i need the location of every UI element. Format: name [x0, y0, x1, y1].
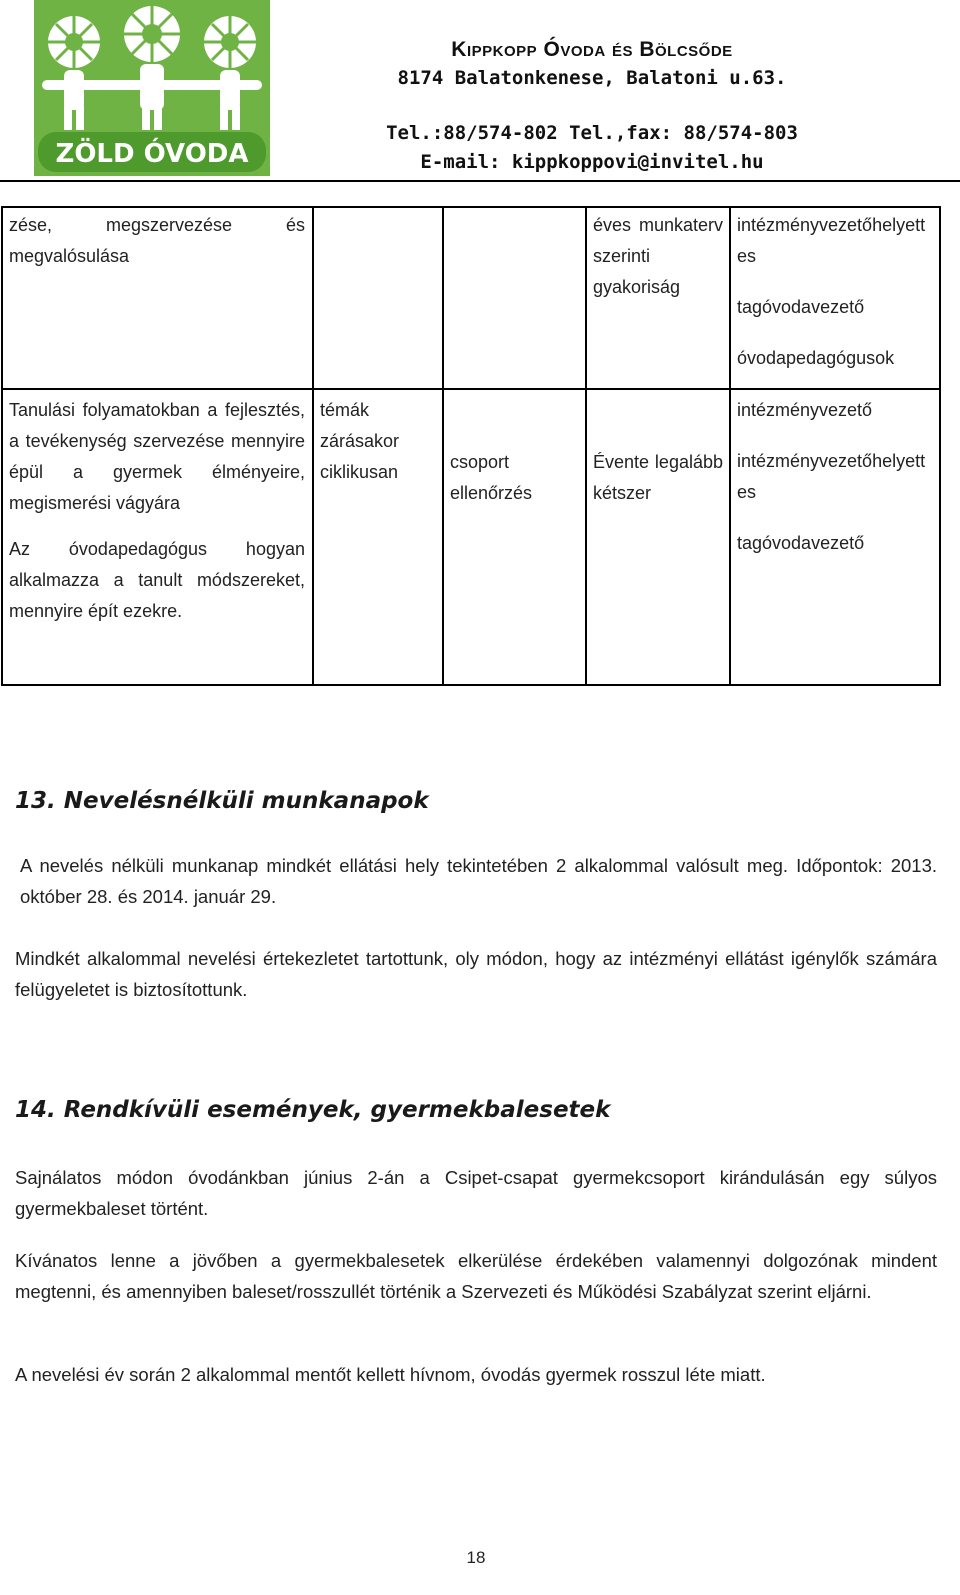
role-branch-head: tagóvodavezető: [737, 533, 865, 553]
section-13-paragraph-2: Mindkét alkalommal nevelési értekezletet tartottunk, oly módon, hogy az intézményi ellátást igénylők számára felügyeletet is biztosítottunk.: [15, 948, 937, 1000]
criterion-learning-process: Tanulási folyamatokban a fejlesztés, a tevékenység szervezése mennyire épül a gyermek élményeire, megismerési vágyára: [9, 400, 305, 513]
school-email[interactable]: E-mail: kippkoppovi@invitel.hu: [420, 151, 764, 173]
section-14-paragraph-3: A nevelési év során 2 alkalommal mentőt kellett hívnom, óvodás gyermek rosszul léte miatt.: [15, 1364, 766, 1385]
table-row-divider: [3, 388, 939, 390]
section-13-paragraph-1: A nevelés nélküli munkanap mindkét ellátási hely tekintetében 2 alkalommal valósult meg. Időpontok: 2013. október 28. és 2014. január 29.: [20, 855, 937, 907]
role-deputy-head: intézményvezetőhelyettes: [737, 215, 926, 266]
school-address: 8174 Balatonkenese, Balatoni u.63.: [397, 67, 787, 89]
frequency-cyclic: ciklikusan: [320, 462, 399, 482]
school-phone-fax: Tel.:88/574-802 Tel.,fax: 88/574-803: [386, 122, 798, 144]
frequency-topic-closing: témák zárásakor: [320, 400, 400, 451]
logo-graphic: [34, 0, 270, 176]
table-row2-col4: Évente legalább kétszer: [593, 452, 723, 503]
table-col-divider: [729, 208, 731, 684]
section-13-heading: 13. Nevelésnélküli munkanapok: [15, 788, 429, 814]
table-row1-col1: zése, megszervezése és megvalósulása: [9, 215, 305, 266]
section-14-paragraph-2: Kívánatos lenne a jövőben a gyermekbalesetek elkerülése érdekében valamennyi dolgozónak mindent megtenni, és amennyiben baleset/rosszullét történik a Szervezeti és Működési Szabályzat szerint eljárni.: [15, 1250, 937, 1302]
table-col-divider: [442, 208, 444, 684]
role-branch-head: tagóvodavezető: [737, 297, 865, 317]
table-row2-col1: [9, 395, 305, 627]
role-deputy-head: intézményvezetőhelyettes: [737, 451, 926, 502]
school-name: Kippkopp Óvoda és Bölcsőde: [451, 38, 733, 61]
table-row2-col5: [737, 395, 927, 559]
table-row1-col5: [737, 210, 927, 374]
table-col-divider: [312, 208, 314, 684]
page-number: 18: [466, 1548, 486, 1567]
role-head: intézményvezető: [737, 400, 873, 420]
role-teachers: óvodapedagógusok: [737, 348, 895, 368]
table-col-divider: [585, 208, 587, 684]
section-14-heading: 14. Rendkívüli események, gyermekbalesetek: [15, 1097, 611, 1123]
criterion-teacher-methods: Az óvodapedagógus hogyan alkalmazza a tanult módszereket, mennyire épít ezekre.: [9, 539, 305, 621]
table-row2-col2: [320, 395, 436, 488]
evaluation-table: [1, 206, 941, 686]
table-row2-col3: csoport ellenőrzés: [450, 452, 533, 503]
kindergarten-logo: [34, 0, 270, 176]
table-row1-col4: éves munkaterv szerinti gyakoriság: [593, 215, 723, 297]
section-14-paragraph-1: Sajnálatos módon óvodánkban június 2-án a Csipet-csapat gyermekcsoport kirándulásán egy súlyos gyermekbaleset történt.: [15, 1167, 937, 1219]
header-divider: [0, 180, 960, 182]
logo-text: ZÖLD ÓVODA: [55, 139, 249, 169]
